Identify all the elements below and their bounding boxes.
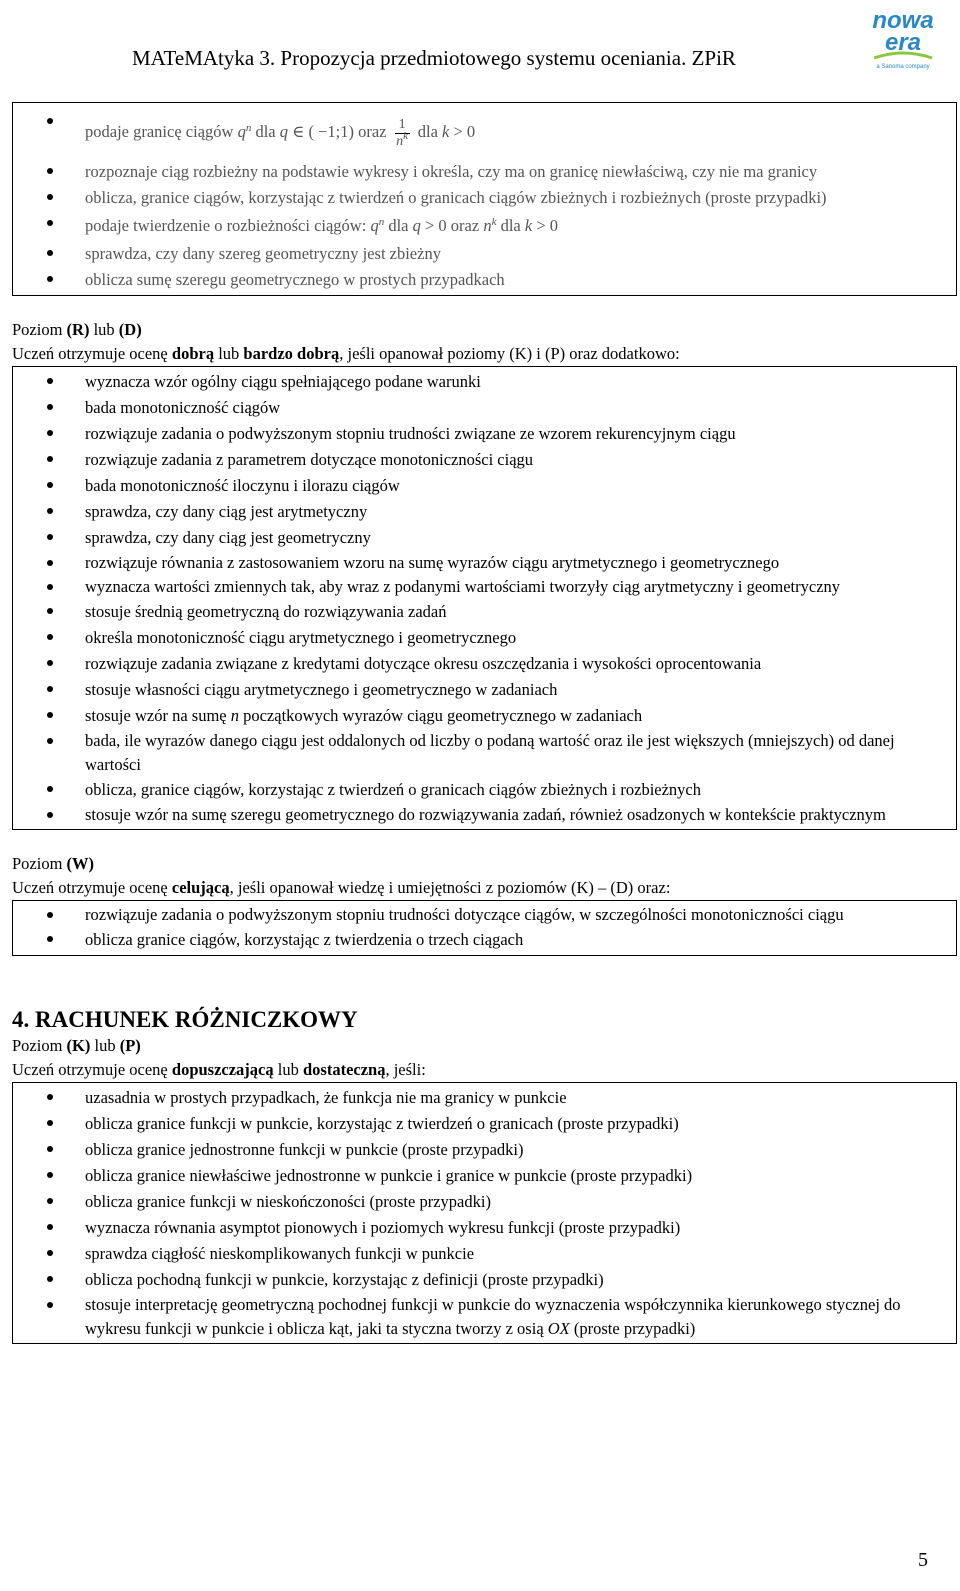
list-item: rozwiązuje równania z zastosowaniem wzoru na sumę wyrazów ciągu arytmetycznego i geometrycznego [13, 551, 956, 575]
level-heading-rd: Poziom (R) lub (D) [12, 320, 142, 339]
list-item: stosuje interpretację geometryczną pochodnej funkcji w punkcie do wyznaczenia współczynnika kierunkowego stycznej do wykresu funkcji w punkcie i oblicza kąt, jaki ta styczna tworzy z osią OX (proste przypadki) [13, 1293, 956, 1341]
svg-text:nowa: nowa [872, 7, 934, 34]
list-item: oblicza pochodną funkcji w punkcie, korzystając z definicji (proste przypadki) [13, 1267, 956, 1293]
nowa-era-logo [866, 4, 940, 74]
list-item: wyznacza wzór ogólny ciągu spełniającego podane warunki [13, 369, 956, 395]
criteria-box-w [12, 900, 957, 956]
list-item: wyznacza równania asymptot pionowych i poziomych wykresu funkcji (proste przypadki) [13, 1215, 956, 1241]
list-item: bada, ile wyrazów danego ciągu jest oddalonych od liczby o podaną wartość oraz ile jest większych (mniejszych) od danej wartości [13, 729, 956, 777]
list-item: rozwiązuje zadania z parametrem dotyczące monotoniczności ciągu [13, 447, 956, 473]
svg-text:era: era [884, 29, 922, 56]
list-item: uzasadnia w prostych przypadkach, że funkcja nie ma granicy w punkcie [13, 1085, 956, 1111]
page-content [12, 102, 957, 1344]
list-item: bada monotoniczność ciągów [13, 395, 956, 421]
list-item: rozwiązuje zadania o podwyższonym stopniu trudności związane ze wzorem rekurencyjnym ciągu [13, 421, 956, 447]
list-item: oblicza granice funkcji w punkcie, korzystając z twierdzeń o granicach (proste przypadki) [13, 1111, 956, 1137]
list-item: podaje granicę ciągów $q^n$ dla q ∈ ( −1;1) oraz $\frac{1}{n^k}$ dla k > 0 [13, 109, 956, 155]
section-title: 4. RACHUNEK RÓŻNICZKOWY [12, 1007, 358, 1032]
list-item: oblicza, granice ciągów, korzystając z twierdzeń o granicach ciągów zbieżnych i rozbieżnych [13, 777, 956, 803]
list-item: rozwiązuje zadania związane z kredytami dotyczące okresu oszczędzania i wysokości oprocentowania [13, 651, 956, 677]
list-item: stosuje wzór na sumę szeregu geometrycznego do rozwiązywania zadań, również osadzonych w kontekście praktycznym [13, 803, 956, 827]
criteria-box-rd [12, 366, 957, 830]
criteria-box-continued [12, 102, 957, 296]
level-heading-kp: Poziom (K) lub (P) [12, 1036, 141, 1055]
list-item: stosuje wzór na sumę n początkowych wyrazów ciągu geometrycznego w zadaniach [13, 703, 956, 729]
list-item: stosuje własności ciągu arytmetycznego i geometrycznego w zadaniach [13, 677, 956, 703]
criteria-box-kp [12, 1082, 957, 1344]
level-intro-w: Uczeń otrzymuje ocenę celującą, jeśli opanował wiedzę i umiejętności z poziomów (K) – (D) oraz: [12, 878, 671, 897]
list-item: oblicza sumę szeregu geometrycznego w prostych przypadkach [13, 267, 956, 293]
level-intro-rd: Uczeń otrzymuje ocenę dobrą lub bardzo dobrą, jeśli opanował poziomy (K) i (P) oraz dodatkowo: [12, 344, 680, 363]
list-item: określa monotoniczność ciągu arytmetycznego i geometrycznego [13, 625, 956, 651]
svg-text:a Sanoma company: a Sanoma company [876, 64, 930, 70]
list-item: rozpoznaje ciąg rozbieżny na podstawie wykresy i określa, czy ma on granicę niewłaściwą, czy nie ma granicy [13, 159, 956, 185]
list-item: oblicza granice ciągów, korzystając z twierdzenia o trzech ciągach [13, 927, 956, 953]
fraction-one-over-n-k: $\frac{1}{n^k}$ [396, 116, 409, 149]
list-item: sprawdza, czy dany ciąg jest arytmetyczny [13, 499, 956, 525]
list-item: sprawdza ciągłość nieskomplikowanych funkcji w punkcie [13, 1241, 956, 1267]
list-item: oblicza, granice ciągów, korzystając z twierdzeń o granicach ciągów zbieżnych i rozbieżnych (proste przypadki) [13, 185, 956, 211]
list-item: oblicza granice funkcji w nieskończoności (proste przypadki) [13, 1189, 956, 1215]
list-item: podaje twierdzenie o rozbieżności ciągów: $q^n$ dla q > 0 oraz $n^k$ dla k > 0 [13, 211, 956, 241]
list-item: sprawdza, czy dany szereg geometryczny jest zbieżny [13, 241, 956, 267]
page-header-title: MATeMAtyka 3. Propozycja przedmiotowego systemu oceniania. ZPiR [132, 46, 736, 70]
list-item: bada monotoniczność iloczynu i ilorazu ciągów [13, 473, 956, 499]
level-heading-w: Poziom (W) [12, 854, 95, 873]
list-item: rozwiązuje zadania o podwyższonym stopniu trudności dotyczące ciągów, w szczególności monotoniczności ciągu [13, 903, 956, 927]
list-item: sprawdza, czy dany ciąg jest geometryczny [13, 525, 956, 551]
level-intro-kp: Uczeń otrzymuje ocenę dopuszczającą lub dostateczną, jeśli: [12, 1060, 426, 1079]
list-item: oblicza granice niewłaściwe jednostronne w punkcie i granice w punkcie (proste przypadki) [13, 1163, 956, 1189]
list-item: wyznacza wartości zmiennych tak, aby wraz z podanymi wartościami tworzyły ciąg arytmetyczny i geometryczny [13, 575, 956, 599]
page-number: 5 [918, 1549, 928, 1571]
list-item: stosuje średnią geometryczną do rozwiązywania zadań [13, 599, 956, 625]
list-item: oblicza granice jednostronne funkcji w punkcie (proste przypadki) [13, 1137, 956, 1163]
